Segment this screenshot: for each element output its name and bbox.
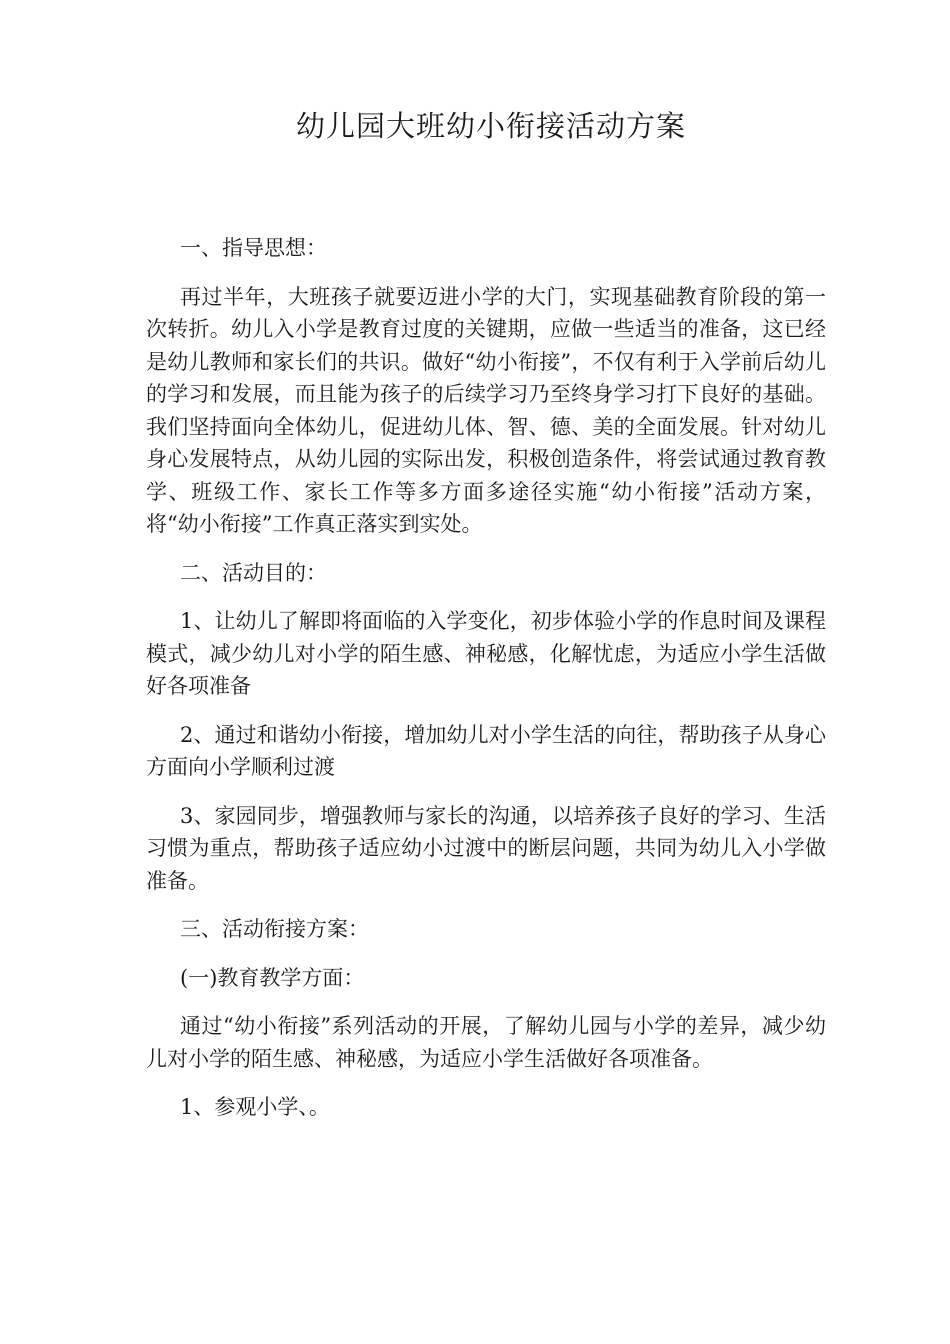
document-body xyxy=(146,232,826,1140)
paragraph-teaching: 通过“幼小衔接”系列活动的开展，了解幼儿园与小学的差异，减少幼儿对小学的陌生感、神秘感，为适应小学生活做好各项准备。 xyxy=(146,1014,826,1071)
purpose-item-1: 1、让幼儿了解即将面临的入学变化，初步体验小学的作息时间及课程模式，减少幼儿对小学的陌生感、神秘感，化解忧虑，为适应小学生活做好各项准备 xyxy=(146,609,826,698)
section-heading-guiding-thought: 一、指导思想： xyxy=(180,236,327,260)
purpose-item-2: 2、通过和谐幼小衔接，增加幼儿对小学生活的向往，帮助孩子从身心方面向小学顺利过渡 xyxy=(146,722,826,779)
teaching-item-1: 1、参观小学、。 xyxy=(180,1095,330,1119)
document-title: 幼儿园大班幼小衔接活动方案 xyxy=(295,109,686,143)
paragraph-guiding-thought: 再过半年，大班孩子就要迈进小学的大门，实现基础教育阶段的第一次转折。幼儿入小学是教育过度的关键期，应做一些适当的准备，这已经是幼儿教师和家长们的共识。做好“幼小衔接”，不仅有利于入学前后幼儿的学习和发展，而且能为孩子的后续学习乃至终身学习打下良好的基础。我们坚持面向全体幼儿，促进幼儿体、智、德、美的全面发展。针对幼儿身心发展特点，从幼儿园的实际出发，积极创造条件，将尝试通过教育教学、班级工作、家长工作等多方面多途径实施“幼小衔接”活动方案，将“幼小衔接”工作真正落实到实处。 xyxy=(146,284,826,536)
section-heading-plan: 三、活动衔接方案： xyxy=(180,917,369,941)
purpose-item-3: 3、家园同步，增强教师与家长的沟通，以培养孩子良好的学习、生活习惯为重点，帮助孩子适应幼小过渡中的断层问题，共同为幼儿入小学做准备。 xyxy=(146,803,826,893)
subsection-heading-teaching: (一)教育教学方面： xyxy=(180,965,365,990)
section-heading-purpose: 二、活动目的： xyxy=(180,560,327,585)
